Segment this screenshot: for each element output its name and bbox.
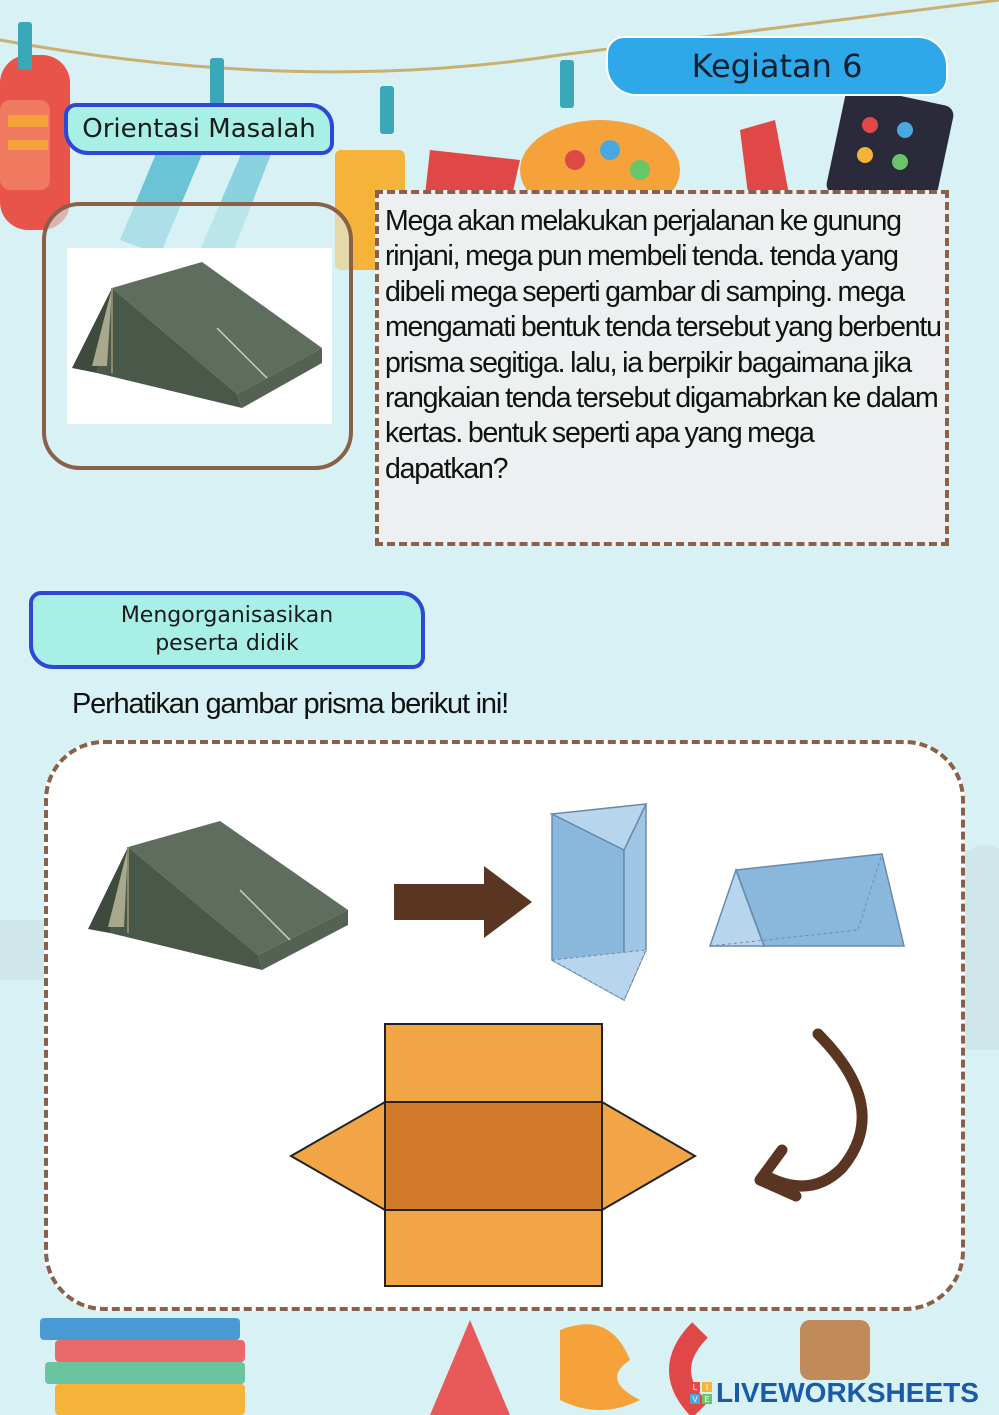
organize-students-line1: Mengorganisasikan <box>120 603 334 628</box>
svg-text:E: E <box>704 1395 710 1404</box>
net-left-triangle <box>291 1102 385 1210</box>
instruction-text: Perhatikan gambar prisma berikut ini! <box>72 688 508 720</box>
organize-students-line2: peserta didik <box>155 631 299 656</box>
svg-text:V: V <box>692 1395 698 1404</box>
books-stack-decoration <box>40 1318 245 1415</box>
prism-net <box>288 1022 698 1288</box>
backpack-decoration <box>0 55 70 230</box>
net-right-triangle <box>602 1102 695 1210</box>
net-bottom-face <box>385 1210 602 1286</box>
prism-lying <box>708 850 908 952</box>
problem-orientation-label <box>64 103 334 155</box>
activity-title-badge <box>606 36 948 96</box>
liveworksheets-logo[interactable] <box>690 1376 979 1410</box>
problem-orientation-text: Orientasi Masalah <box>82 114 316 144</box>
activity-title: Kegiatan 6 <box>691 47 863 85</box>
problem-story-box <box>375 190 949 546</box>
net-center-face <box>385 1102 602 1210</box>
right-arrow-icon <box>394 866 532 938</box>
curved-arrow-icon <box>752 1028 872 1208</box>
prism-upright <box>548 800 648 1002</box>
svg-text:I: I <box>705 1383 709 1392</box>
svg-text:L: L <box>692 1383 698 1392</box>
problem-story-text: Mega akan melakukan perjalanan ke gunung rinjani, mega pun membeli tenda. tenda yang dibeli mega seperti gambar di samping. mega mengamati bentuk tenda tersebut yang berbentu prisma segitiga. lalu, ia berpikir bagaimana jika rangkaian tenda tersebut digamabrkan ke dalam kertas. bentuk seperti apa yang mega dapatkan? <box>385 205 941 485</box>
liveworksheets-logo-icon <box>690 1382 712 1404</box>
organize-students-label <box>29 591 425 669</box>
tent-image <box>80 805 355 985</box>
liveworksheets-brand-text: LIVEWORKSHEETS <box>716 1377 979 1408</box>
tent-image <box>67 248 332 424</box>
net-top-face <box>385 1024 602 1102</box>
